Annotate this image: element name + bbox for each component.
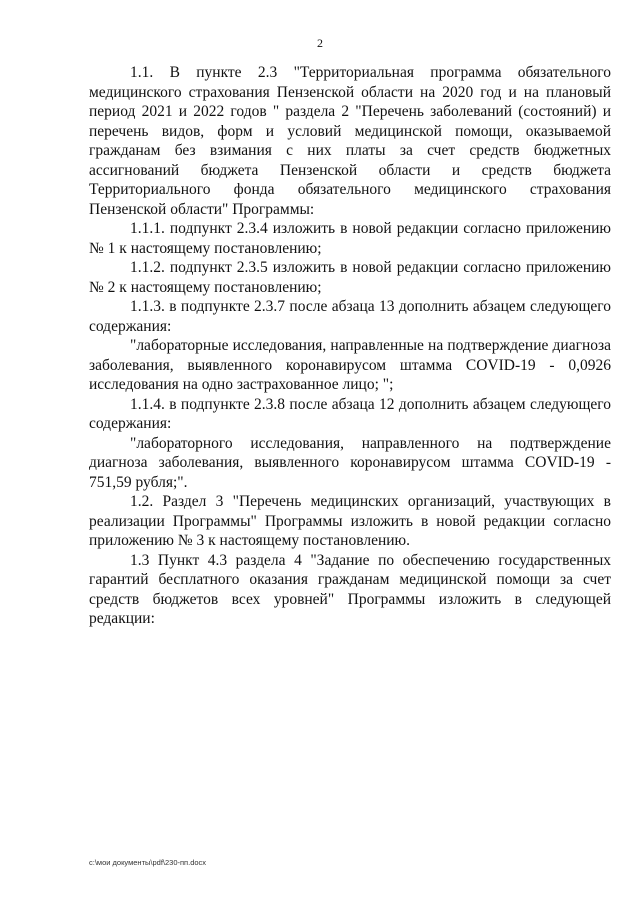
paragraph-1-1-3: 1.1.3. в подпункте 2.3.7 после абзаца 13 дополнить абзацем следующего содержания: <box>89 298 611 335</box>
footer-file-path: c:\мои документы\pdf\230-пп.docx <box>89 858 207 867</box>
paragraph-1-1-1: 1.1.1. подпункт 2.3.4 изложить в новой редакции согласно приложению № 1 к настоящему постановлению; <box>89 220 611 257</box>
document-body <box>89 63 611 629</box>
paragraph-1-1-4: 1.1.4. в подпункте 2.3.8 после абзаца 12 дополнить абзацем следующего содержания: <box>89 395 611 432</box>
paragraph-1-1-4-quote: "лабораторного исследования, направленного на подтверждение диагноза заболевания, выявленного коронавирусом штамма COVID-19 - 751,59 рубля;". <box>89 434 611 491</box>
paragraph-1-1-3-quote: "лабораторные исследования, направленные на подтверждение диагноза заболевания, выявленного коронавирусом штамма COVID-19 - 0,0926 исследования на одно застрахованное лицо; "; <box>89 337 611 393</box>
page-number: 2 <box>317 36 323 50</box>
paragraph-1-2: 1.2. Раздел 3 "Перечень медицинских организаций, участвующих в реализации Программы" Программы изложить в новой редакции согласно приложению № 3 к настоящему постановлению. <box>89 493 611 549</box>
paragraph-1-1-2: 1.1.2. подпункт 2.3.5 изложить в новой редакции согласно приложению № 2 к настоящему постановлению; <box>89 259 611 296</box>
paragraph-1-3: 1.3 Пункт 4.3 раздела 4 "Задание по обеспечению государственных гарантий бесплатного оказания гражданам медицинской помощи за счет средств бюджетов всех уровней" Программы изложить в следующей редакции: <box>89 551 611 627</box>
paragraph-1-1: 1.1. В пункте 2.3 "Территориальная программа обязательного медицинского страхования Пензенской области на 2020 год и на плановый период 2021 и 2022 годов " раздела 2 "Перечень заболеваний (состояний) и перечень видов, форм и условий медицинской помощи, оказываемой гражданам без взимания с них платы за счет средств бюджетных ассигнований бюджета Пензенской области и средств бюджета Территориального фонда обязательного медицинского страхования Пензенской области" Программы: <box>89 64 611 218</box>
